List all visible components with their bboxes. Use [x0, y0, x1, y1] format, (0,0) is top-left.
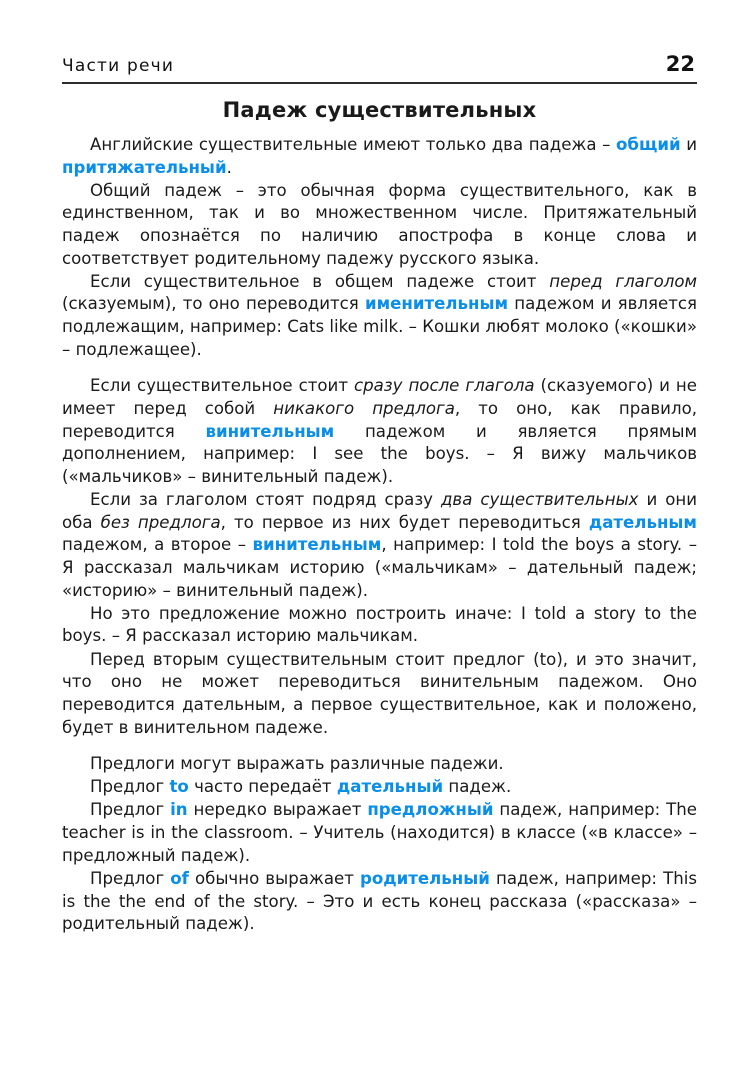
paragraph — [62, 603, 697, 648]
paragraph — [62, 180, 697, 271]
text-run: Перед вторым существительным стоит предлог (to), и это значит, что оно не может переводиться винительным падежом. Оно переводится дательным, а первое существительное, как и положено, будет в винительном падеже. — [62, 649, 697, 737]
header-divider — [62, 82, 697, 84]
page-header — [62, 52, 697, 76]
text-run: . — [226, 157, 232, 177]
text-run: падеж, например: The teacher is in the classroom. – Учитель (находится) в классе («в классе» – предложный падеж). — [62, 800, 697, 865]
text-run: Если существительное в общем падеже стоит — [90, 271, 550, 291]
highlighted-term: винительным — [252, 535, 382, 555]
highlighted-term: именительным — [364, 294, 509, 314]
text-run: и — [680, 135, 697, 154]
paragraph — [62, 799, 697, 867]
highlighted-term: притяжательный — [62, 157, 227, 177]
text-run: падежом и является подлежащим, например: Cats like milk. – Кошки любят молоко («кошки» – подлежащее). — [62, 294, 697, 359]
text-run: Предлог — [90, 777, 170, 797]
paragraph — [62, 753, 697, 776]
text-run: обычно выражает — [188, 868, 360, 888]
emphasis-term: два существительных — [440, 490, 639, 510]
text-run: падеж. — [443, 777, 512, 797]
text-run: (сказуемым), то оно переводится — [62, 294, 365, 314]
paragraph — [62, 489, 697, 602]
highlighted-term: to — [169, 777, 189, 797]
page-number: 22 — [665, 52, 695, 76]
emphasis-term: без предлога — [100, 512, 221, 532]
highlighted-term: of — [170, 868, 189, 888]
page-title: Падеж существительных — [222, 98, 537, 122]
text-run: , например: I told the boys a story. – Я рассказал мальчикам историю («мальчикам» – дательный падеж; «историю» – винительный падеж). — [62, 535, 698, 600]
text-run: Предлоги могут выражать различные падежи. — [90, 754, 504, 774]
paragraph — [62, 868, 697, 936]
paragraph — [62, 649, 697, 740]
text-run: Но это предложение можно построить иначе: I told a story to the boys. – Я рассказал историю мальчикам. — [62, 603, 697, 646]
text-run: часто передаёт — [188, 777, 337, 797]
paragraph — [62, 776, 697, 799]
text-run: падежом, а второе – — [62, 535, 253, 555]
emphasis-term: перед глаголом — [549, 271, 697, 291]
paragraph — [62, 271, 697, 362]
highlighted-term: общий — [616, 135, 681, 154]
paragraph — [62, 375, 697, 488]
highlighted-term: родительный — [359, 868, 490, 888]
emphasis-term: никакого предлога — [273, 399, 455, 419]
paragraph — [62, 134, 697, 179]
highlighted-term: in — [170, 800, 188, 820]
text-run: нередко выражает — [187, 800, 368, 820]
highlighted-term: предложный — [367, 800, 494, 820]
highlighted-term: винительным — [205, 421, 335, 441]
emphasis-term: сразу после глагола — [353, 376, 535, 396]
text-run: Предлог — [90, 868, 171, 888]
text-run: Если за глаголом стоят подряд сразу — [90, 490, 441, 510]
text-run: Предлог — [90, 800, 171, 820]
text-run: Общий падеж – это обычная форма существительного, как в единственном, так и во множественном числе. Притяжательный падеж опознаётся по наличию апострофа в конце слова и соответствует родительному падежу русского языка. — [62, 180, 697, 268]
article-body — [62, 134, 697, 936]
running-title: Части речи — [62, 56, 175, 76]
text-run: и они оба — [62, 490, 697, 532]
highlighted-term: дательный — [336, 777, 444, 797]
text-run: падежом и является прямым дополнением, например: I see the boys. – Я вижу мальчиков («мальчиков» – винительный падеж). — [62, 421, 697, 486]
text-run: , то оно, как правило, переводится — [62, 399, 697, 441]
highlighted-term: дательным — [588, 512, 697, 532]
text-run: Английские существительные имеют только два падежа – — [90, 135, 617, 154]
text-run: , то первое из них будет переводиться — [220, 512, 589, 532]
text-run: падеж, например: This is the the end of the story. – Это и есть конец рассказа («рассказа» – родительный падеж). — [62, 868, 697, 934]
text-run: Если существительное стоит — [90, 376, 354, 396]
text-run: (сказуемого) и не имеет перед собой — [62, 376, 697, 419]
